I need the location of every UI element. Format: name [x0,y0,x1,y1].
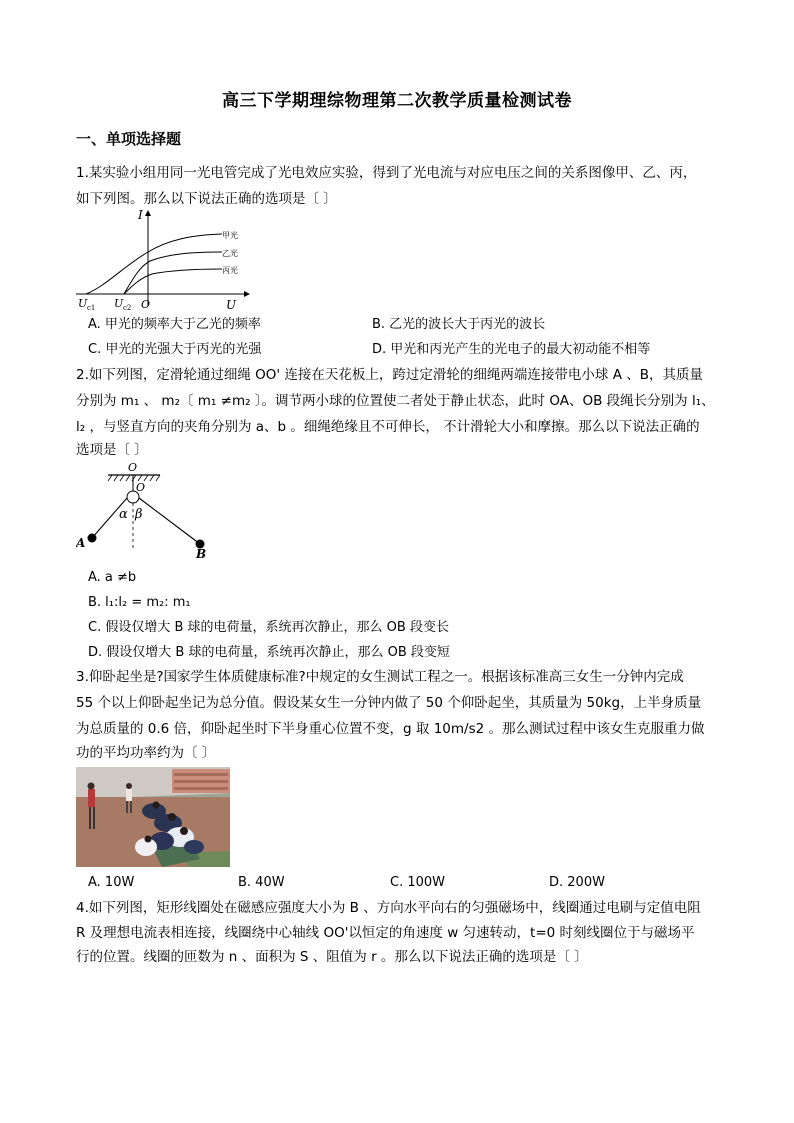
q3-option-c[interactable]: C. 100W [390,875,446,890]
ceiling-o-label: O [128,461,138,474]
q1-stem-line2: 如下列图。那么以下说法正确的选项是〔 〕 [76,191,337,207]
beta-label: β [135,507,143,522]
q1-option-b[interactable]: B. 乙光的波长大于丙光的波长 [372,317,546,332]
q2-option-d[interactable]: D. 假设仅增大 B 球的电荷量，系统再次静止，那么 OB 段变短 [88,645,450,660]
ball-a-label: A [76,536,86,550]
q2-option-a[interactable]: A. a ≠b [88,570,137,585]
graph-uc2-sub: c2 [123,304,132,312]
q2-option-b[interactable]: B. l₁:l₂ = m₂: m₁ [88,595,191,610]
ball-a [88,534,97,543]
q4-stem-line2: R 及理想电流表相连接，线圈绕中心轴线 OO'以恒定的角速度 w 匀速转动，t=0 时刻线圈位于与磁场平 [76,925,695,941]
q3-stem-line4: 功的平均功率约为〔 〕 [76,745,216,761]
section-heading: 一、单项选择题 [76,130,182,148]
q3-option-b[interactable]: B. 40W [238,875,285,890]
q3-stem-line2: 55 个以上仰卧起坐记为总分值。假设某女生一分钟内做了 50 个仰卧起坐，其质量为 50kg，上半身质量 [76,695,702,711]
graph-y-label: I [138,208,143,222]
curve-bing [124,269,222,294]
pulley-o-label: O [136,481,146,494]
q1-option-c[interactable]: C. 甲光的光强大于丙光的光强 [88,342,262,357]
graph-uc1-sub: c1 [87,304,96,312]
q1-stem-line1: 1.某实验小组用同一光电管完成了光电效应实验，得到了光电流与对应电压之间的关系图像甲、乙、丙， [76,165,697,181]
curve-yi-label: 乙光 [222,249,238,258]
q4-stem-line3: 行的位置。线圈的匝数为 n 、面积为 S 、阻值为 r 。那么以下说法正确的选项是〔 〕 [76,949,588,965]
graph-uc1-label: U [78,297,88,310]
curve-bing-label: 丙光 [222,266,238,275]
q2-option-c[interactable]: C. 假设仅增大 B 球的电荷量，系统再次静止，那么 OB 段变长 [88,620,449,635]
q1-option-d[interactable]: D. 甲光和丙光产生的光电子的最大初动能不相等 [372,342,651,357]
q1-option-a[interactable]: A. 甲光的频率大于乙光的频率 [88,317,261,332]
curve-jia [86,234,222,294]
q3-stem-line3: 为总质量的 0.6 倍，仰卧起坐时下半身重心位置不变，g 取 10m/s2 。那么测试过程中该女生克服重力做 [76,721,705,737]
alpha-label: α [119,507,128,522]
q2-stem-line3: l₂ ，与竖直方向的夹角分别为 a、b 。细绳绝缘且不可伸长， 不计滑轮大小和摩擦。那么以下说法正确的 [76,419,700,435]
q2-stem-line2: 分别为 m₁ 、 m₂〔 m₁ ≠m₂ 〕。调节两小球的位置使二者处于静止状态，此时 OA、OB 段绳长分别为 l₁、 [76,393,715,409]
page-title: 高三下学期理综物理第二次教学质量检测试卷 [222,91,572,111]
q2-pulley-figure [76,460,216,560]
graph-uc2-label: U [114,297,124,310]
q1-photocurrent-graph [76,208,252,312]
graph-origin: O [141,298,151,311]
situp-test-photo [76,767,230,867]
q3-option-a[interactable]: A. 10W [88,875,135,890]
graph-x-label: U [226,298,237,312]
q3-stem-line1: 3.仰卧起坐是?国家学生体质健康标准?中规定的女生测试工程之一。根据该标准高三女生一分钟内完成 [76,669,684,685]
q4-stem-line1: 4.如下列图，矩形线圈处在磁感应强度大小为 B 、方向水平向右的匀强磁场中，线圈通过电刷与定值电阻 [76,900,701,916]
q2-stem-line1: 2.如下列图，定滑轮通过细绳 OO' 连接在天花板上，跨过定滑轮的细绳两端连接带电小球 A 、B，其质量 [76,367,704,383]
ball-b-label: B [196,547,207,560]
q2-stem-line4: 选项是〔 〕 [76,442,148,458]
curve-jia-label: 甲光 [222,231,238,240]
q3-option-d[interactable]: D. 200W [549,875,605,890]
